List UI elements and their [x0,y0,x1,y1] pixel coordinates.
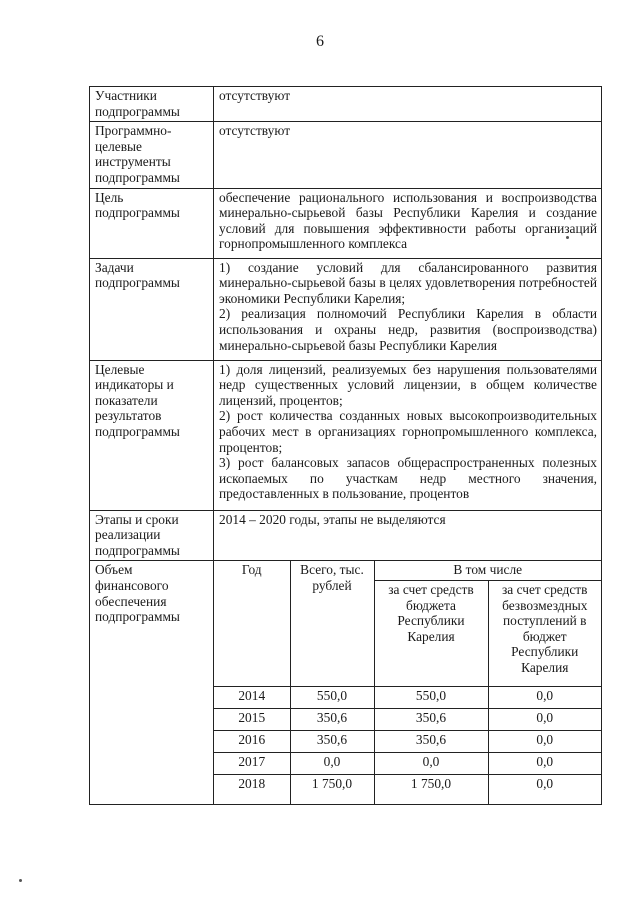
header-gratuitous: за счет средств безвозмездных поступлений в бюджет Республики Карелия [488,580,601,686]
cell-year: 2017 [214,752,290,774]
value-indicators [214,360,602,510]
cell-gratuitous: 0,0 [488,686,601,708]
financing-cell [214,561,602,805]
label-financing: Объем финансового обеспечения подпрограммы [90,561,214,805]
cell-year: 2015 [214,708,290,730]
cell-gratuitous: 0,0 [488,730,601,752]
header-budget: за счет средств бюджета Республики Карелия [374,580,488,686]
table-row [214,730,601,752]
financing-table [214,561,601,804]
cell-year: 2014 [214,686,290,708]
value-tasks [214,258,602,360]
indicator-item: 3) рост балансовых запасов общераспространенных полезных ископаемых по участкам недр местного значения, предоставленных в пользование, процентов [219,455,597,502]
value-stages: 2014 – 2020 годы, этапы не выделяются [214,510,602,561]
task-item: 1) создание условий для сбалансированного развития минерально-сырьевой базы в целях удовлетворения потребностей экономики Республики Карелия; [219,259,597,306]
value-goal: обеспечение рационального использования и воспроизводства минерально-сырьевой базы Республики Карелия и создание условий для повышения эффективности работы организаций горнопромышленного комплекса [214,188,602,258]
label-indicators: Целевые индикаторы и показатели результатов подпрограммы [90,360,214,510]
row-participants [90,87,602,122]
cell-gratuitous: 0,0 [488,774,601,804]
label-tasks: Задачи подпрограммы [90,258,214,360]
table-row [214,774,601,804]
row-goal [90,188,602,258]
cell-total: 350,6 [290,708,374,730]
cell-gratuitous: 0,0 [488,708,601,730]
row-instruments [90,122,602,188]
header-including: В том числе [374,561,601,580]
row-tasks [90,258,602,360]
task-item: 2) реализация полномочий Республики Карелия в области использования и охраны недр, развития (воспроизводства) минерально-сырьевой базы Республики Карелия [219,306,597,353]
indicator-item: 1) доля лицензий, реализуемых без нарушения пользователями недр существенных условий лицензии, в общем количестве лицензий, процентов; [219,361,597,408]
cell-total: 550,0 [290,686,374,708]
header-year: Год [214,561,290,686]
scan-speck [566,236,569,239]
subprogram-passport-table [89,86,602,805]
scan-speck [19,879,22,882]
label-goal: Цель подпрограммы [90,188,214,258]
label-stages: Этапы и сроки реализации подпрограммы [90,510,214,561]
row-financing [90,561,602,805]
header-total: Всего, тыс. рублей [290,561,374,686]
cell-budget: 350,6 [374,730,488,752]
row-indicators [90,360,602,510]
cell-total: 0,0 [290,752,374,774]
cell-budget: 0,0 [374,752,488,774]
row-stages [90,510,602,561]
indicator-item: 2) рост количества созданных новых высокопроизводительных рабочих мест в организациях горнопромышленного комплекса, процентов; [219,408,597,455]
cell-total: 1 750,0 [290,774,374,804]
value-participants: отсутствуют [214,87,602,122]
cell-gratuitous: 0,0 [488,752,601,774]
cell-budget: 1 750,0 [374,774,488,804]
page-number: 6 [316,33,324,50]
cell-budget: 550,0 [374,686,488,708]
table-row [214,708,601,730]
label-participants: Участники подпрограммы [90,87,214,122]
cell-year: 2016 [214,730,290,752]
table-row [214,686,601,708]
table-row [214,752,601,774]
cell-year: 2018 [214,774,290,804]
cell-total: 350,6 [290,730,374,752]
label-instruments: Программно- целевые инструменты подпрограммы [90,122,214,188]
value-instruments: отсутствуют [214,122,602,188]
cell-budget: 350,6 [374,708,488,730]
